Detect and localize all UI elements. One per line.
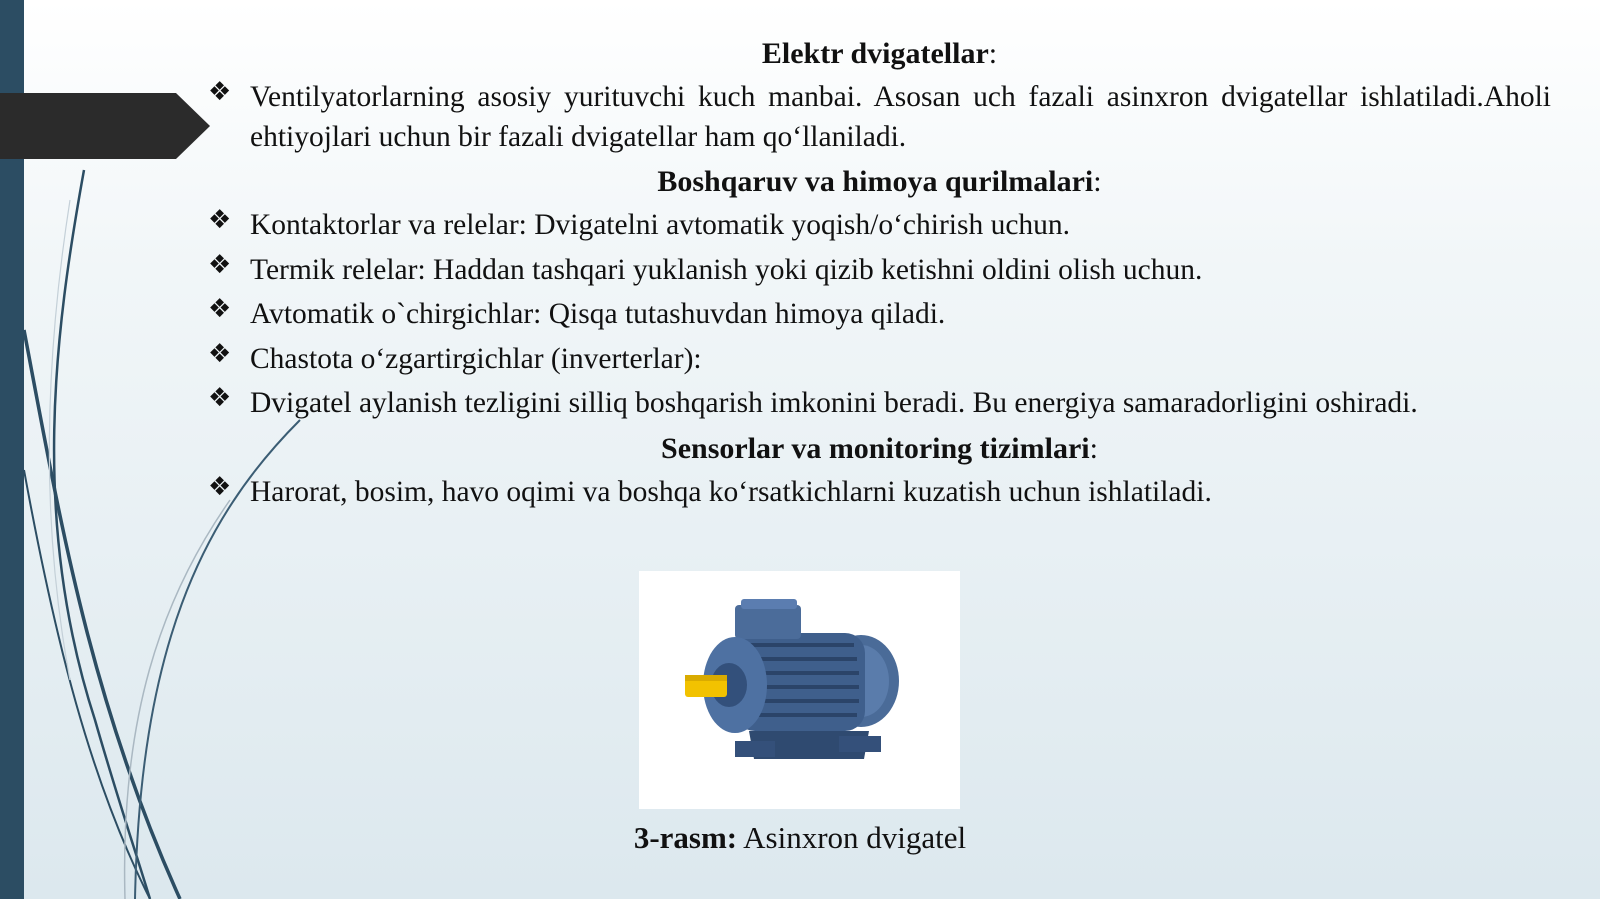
section-heading-electric-motors: Elektr dvigatellar: (761, 37, 998, 70)
list-item (208, 78, 1551, 157)
four-diamond-bullet-icon: ❖ (208, 294, 232, 324)
four-diamond-bullet-icon: ❖ (208, 383, 232, 413)
list-item-text: Harorat, bosim, havo oqimi va boshqa ko‘rsatkichlarni kuzatish uchun ishlatiladi. (250, 475, 1212, 508)
four-diamond-bullet-icon: ❖ (208, 338, 232, 369)
section-heading-sensors-monitoring: Sensorlar va monitoring tizimlari: (661, 431, 1098, 465)
four-diamond-bullet-icon: ❖ (208, 249, 232, 280)
motor-image (639, 571, 960, 809)
list-item (208, 473, 1551, 513)
four-diamond-bullet-icon: ❖ (208, 77, 232, 107)
figure-caption (560, 818, 1040, 858)
electric-motor-illustration (639, 571, 960, 809)
slide-content (208, 34, 1551, 517)
list-item-text: Chastota o‘zgartirgichlar (inverterlar): (250, 342, 702, 375)
list-item (208, 206, 1551, 246)
list-item (208, 340, 1551, 380)
list-item (208, 384, 1551, 424)
list-item-text: Termik relelar: Haddan tashqari yuklanish yoki qizib ketishni oldini olish uchun. (250, 253, 1203, 286)
list-item (208, 295, 1551, 335)
list-item-text: Ventilyatorlarning asosiy yurituvchi kuch manbai. Asosan uch fazali asinxron dvigatellar ishlatiladi.Aholi ehtiyojlari uchun bir fazali dvigatellar ham qo‘llaniladi. (250, 81, 1551, 153)
list-item-text: Avtomatik o`chirgichlar: Qisqa tutashuvdan himoya qiladi. (250, 298, 946, 330)
figure-caption-label: 3-rasm: (633, 820, 738, 855)
figure-caption-text: Asinxron dvigatel (737, 820, 967, 855)
list-item-text: Dvigatel aylanish tezligini silliq boshqarish imkonini beradi. Bu energiya samaradorligini oshiradi. (250, 387, 1418, 419)
list-item-text: Kontaktorlar va relelar: Dvigatelni avtomatik yoqish/o‘chirish uchun. (250, 209, 1071, 241)
section-heading-control-protection: Boshqaruv va himoya qurilmalari: (657, 165, 1102, 198)
four-diamond-bullet-icon: ❖ (208, 205, 232, 235)
four-diamond-bullet-icon: ❖ (208, 471, 232, 502)
list-item (208, 251, 1551, 291)
